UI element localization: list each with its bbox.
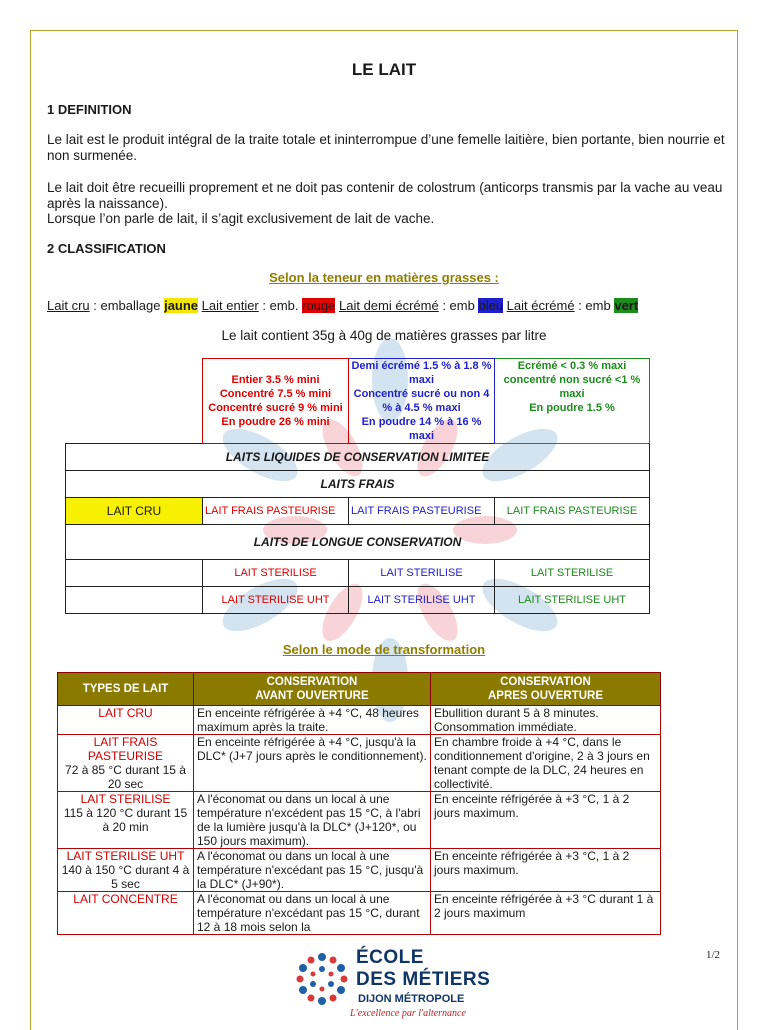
packaging-legend: Lait cru : emballage jaune Lait entier : emb. rouge Lait demi écrémé : emb bleu Lait écrémé : emb vert: [47, 298, 639, 313]
section-longue-conservation: LAITS DE LONGUE CONSERVATION: [66, 525, 650, 560]
section-laits-frais: LAITS FRAIS: [66, 471, 650, 498]
legend-color-bleu: bleu: [478, 298, 504, 313]
header-types: TYPES DE LAIT: [58, 673, 194, 706]
header-avant: CONSERVATION AVANT OUVERTURE: [194, 673, 431, 706]
cell-uht-red: LAIT STERILISE UHT: [203, 587, 349, 614]
logo-line-1: ÉCOLE: [356, 947, 424, 968]
logo-line-3: DIJON MÉTROPOLE: [358, 993, 465, 1005]
logo-tagline: L'excellence par l'alternance: [350, 1008, 466, 1019]
cell-uht-blue: LAIT STERILISE UHT: [349, 587, 495, 614]
fat-spec-red: Entier 3.5 % mini Concentré 7.5 % mini Concentré sucré 9 % mini En poudre 26 % mini: [203, 359, 349, 444]
cell-frais-blue: LAIT FRAIS PASTEURISE: [349, 498, 495, 525]
subtitle-fat-content: Selon la teneur en matières grasses :: [269, 270, 499, 285]
section-definition-heading: 1 DEFINITION: [47, 102, 132, 117]
legend-lait-ecreme: Lait écrémé: [506, 298, 575, 313]
cell-frais-green: LAIT FRAIS PASTEURISE: [495, 498, 650, 525]
classification-table: [65, 358, 650, 614]
fat-content-statement: Le lait contient 35g à 40g de matières grasses par litre: [221, 328, 547, 343]
logo-line-2: DES MÉTIERS: [356, 969, 491, 990]
legend-color-jaune: jaune: [164, 298, 199, 313]
definition-paragraph-1: Le lait est le produit intégral de la traite totale et ininterrompue d’une femelle laitière, bien portante, bien nourrie et non surmenée.: [47, 132, 725, 163]
page-number: 1/2: [706, 949, 721, 961]
table-row: LAIT STERILISE 115 à 120 °C durant 15 à 20 min A l'économat ou dans un local à une température n'excédent pas 15 °C, à l'abri de la lumière jusqu'à la DLC* (J+120*, ou 150 jours maximum). En enceinte réfrigérée à +3 °C, 1 à 2 jours maximum.: [58, 792, 661, 849]
legend-color-rouge: rouge: [302, 298, 336, 313]
school-logo: [292, 945, 492, 1024]
table-row: LAIT CONCENTRE A l'économat ou dans un local à une température n'excédant pas 15 °C, durant 12 à 18 mois selon la En enceinte réfrigérée à +3 °C durant 1 à 2 jours maximum: [58, 892, 661, 935]
cell-sterilise-blue: LAIT STERILISE: [349, 560, 495, 587]
legend-lait-cru: Lait cru: [47, 298, 90, 313]
table-row: LAIT FRAIS PASTEURISE 72 à 85 °C durant 15 à 20 sec En enceinte réfrigérée à +4 °C, jusqu'à la DLC* (J+7 jours après le conditionnement). En chambre froide à +4 °C, dans le conditionnement d'origine, 2 à 3 jours en tenant compte de la DLC, 24 heures en collectivité.: [58, 735, 661, 792]
fat-spec-blue: Demi écrémé 1.5 % à 1.8 % maxi Concentré sucré ou non 4 % à 4.5 % maxi En poudre 14 % à 16 % maxi: [349, 359, 495, 444]
fat-spec-green: Ecrémé < 0.3 % maxi concentré non sucré <1 % maxi En poudre 1.5 %: [495, 359, 650, 444]
flower-logo-icon: [292, 949, 352, 1009]
table-row: LAIT CRU En enceinte réfrigérée à +4 °C, 48 heures maximum après la traite. Ebullition durant 5 à 8 minutes. Consommation immédiate.: [58, 706, 661, 735]
cell-frais-red: LAIT FRAIS PASTEURISE: [203, 498, 349, 525]
header-apres: CONSERVATION APRES OUVERTURE: [431, 673, 661, 706]
legend-color-vert: vert: [614, 298, 639, 313]
definition-paragraph-2: Le lait doit être recueilli proprement et ne doit pas contenir de colostrum (anticorps transmis par la vache au veau après la naissance).: [47, 180, 723, 211]
cell-uht-green: LAIT STERILISE UHT: [495, 587, 650, 614]
transformation-table: [57, 672, 661, 935]
section-classification-heading: 2 CLASSIFICATION: [47, 241, 166, 256]
section-laits-liquides: LAITS LIQUIDES DE CONSERVATION LIMITEE: [66, 444, 650, 471]
document-title: LE LAIT: [351, 60, 417, 79]
legend-lait-entier: Lait entier: [201, 298, 259, 313]
cell-sterilise-red: LAIT STERILISE: [203, 560, 349, 587]
definition-paragraph-3: Lorsque l’on parle de lait, il s’agit exclusivement de lait de vache.: [47, 211, 435, 226]
subtitle-transformation: Selon le mode de transformation: [282, 642, 486, 657]
table-row: LAIT STERILISE UHT 140 à 150 °C durant 4 à 5 sec A l'économat ou dans un local à une température n'excédant pas 15 °C, jusqu'à la DLC* (J+90*). En enceinte réfrigérée à +3 °C, 1 à 2 jours maximum.: [58, 849, 661, 892]
legend-lait-demi-ecreme: Lait demi écrémé: [339, 298, 439, 313]
cell-lait-cru: LAIT CRU: [66, 498, 203, 525]
cell-sterilise-green: LAIT STERILISE: [495, 560, 650, 587]
